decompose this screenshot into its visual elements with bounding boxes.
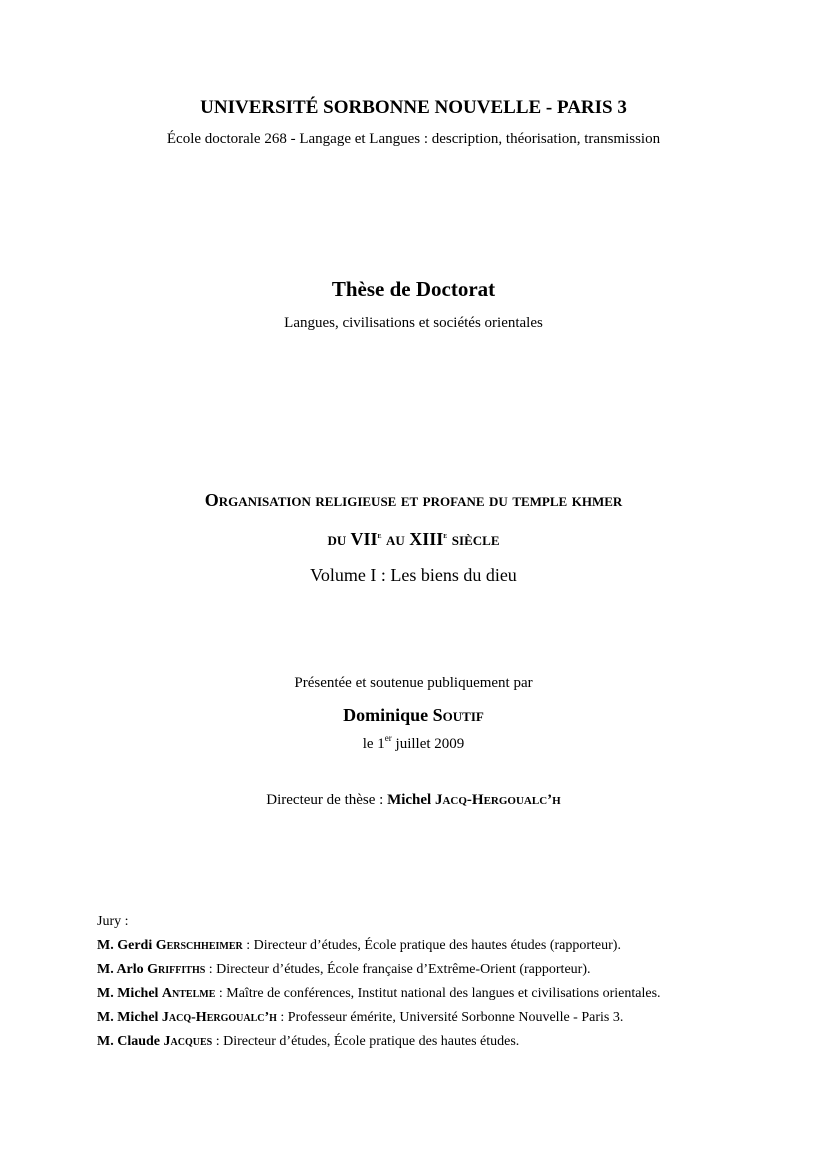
jury-section	[97, 912, 797, 1056]
jury-member	[97, 960, 797, 984]
jury-member-surname: Gerschheimer	[155, 938, 243, 953]
defense-date	[0, 733, 827, 753]
jury-member-role: : Professeur émérite, Université Sorbonne Nouvelle - Paris 3.	[276, 1010, 624, 1025]
thesis-type: Thèse de Doctorat	[331, 277, 496, 301]
university-name: UNIVERSITÉ SORBONNE NOUVELLE - PARIS 3	[200, 97, 627, 118]
jury-member-role: : Directeur d’études, École pratique des hautes études (rapporteur).	[242, 938, 621, 953]
jury-member	[97, 936, 797, 960]
jury-label: Jury :	[97, 914, 129, 929]
author-last-name: Soutif	[432, 705, 484, 725]
date-sup: er	[384, 733, 392, 743]
jury-member-role: : Directeur d’études, École française d’Extrême-Orient (rapporteur).	[205, 962, 591, 977]
jury-member-surname: Jacques	[163, 1034, 213, 1049]
jury-member	[97, 1008, 797, 1032]
director-first-name: Michel	[387, 792, 435, 808]
director-last-name: Jacq-Hergoualc’h	[434, 792, 561, 808]
thesis-title-line2	[0, 529, 827, 550]
title-sup1: e	[377, 530, 382, 540]
presented-by: Présentée et soutenue publiquement par	[294, 675, 533, 691]
title-part2: au XIII	[381, 529, 444, 549]
jury-member-name: M. Gerdi	[97, 938, 156, 953]
author-name	[0, 705, 827, 726]
title-part3: siècle	[447, 529, 500, 549]
thesis-title-line1: Organisation religieuse et profane du temple khmer	[204, 490, 623, 510]
jury-member	[97, 984, 797, 1008]
thesis-speciality: Langues, civilisations et sociétés orientales	[284, 315, 543, 331]
volume-title: Volume I : Les biens du dieu	[310, 565, 517, 585]
title-sup2: e	[443, 530, 448, 540]
jury-member-surname: Griffiths	[147, 962, 206, 977]
jury-member-surname: Jacq-Hergoualc’h	[161, 1010, 277, 1025]
author-first-name: Dominique	[343, 705, 433, 725]
jury-member	[97, 1032, 797, 1056]
jury-member-name: M. Michel	[97, 1010, 162, 1025]
doctoral-school: École doctorale 268 - Langage et Langues : description, théorisation, transmission	[166, 131, 661, 147]
thesis-director	[0, 792, 827, 809]
date-suffix: juillet 2009	[391, 736, 465, 752]
jury-member-name: M. Arlo	[97, 962, 148, 977]
jury-member-name: M. Claude	[97, 1034, 164, 1049]
title-part1: du VII	[327, 529, 378, 549]
jury-member-role: : Maître de conférences, Institut national des langues et civilisations orientales.	[215, 986, 661, 1001]
director-label: Directeur de thèse :	[266, 792, 388, 808]
jury-member-role: : Directeur d’études, École pratique des hautes études.	[212, 1034, 520, 1049]
jury-member-surname: Antelme	[161, 986, 216, 1001]
jury-member-name: M. Michel	[97, 986, 162, 1001]
date-prefix: le 1	[362, 736, 385, 752]
